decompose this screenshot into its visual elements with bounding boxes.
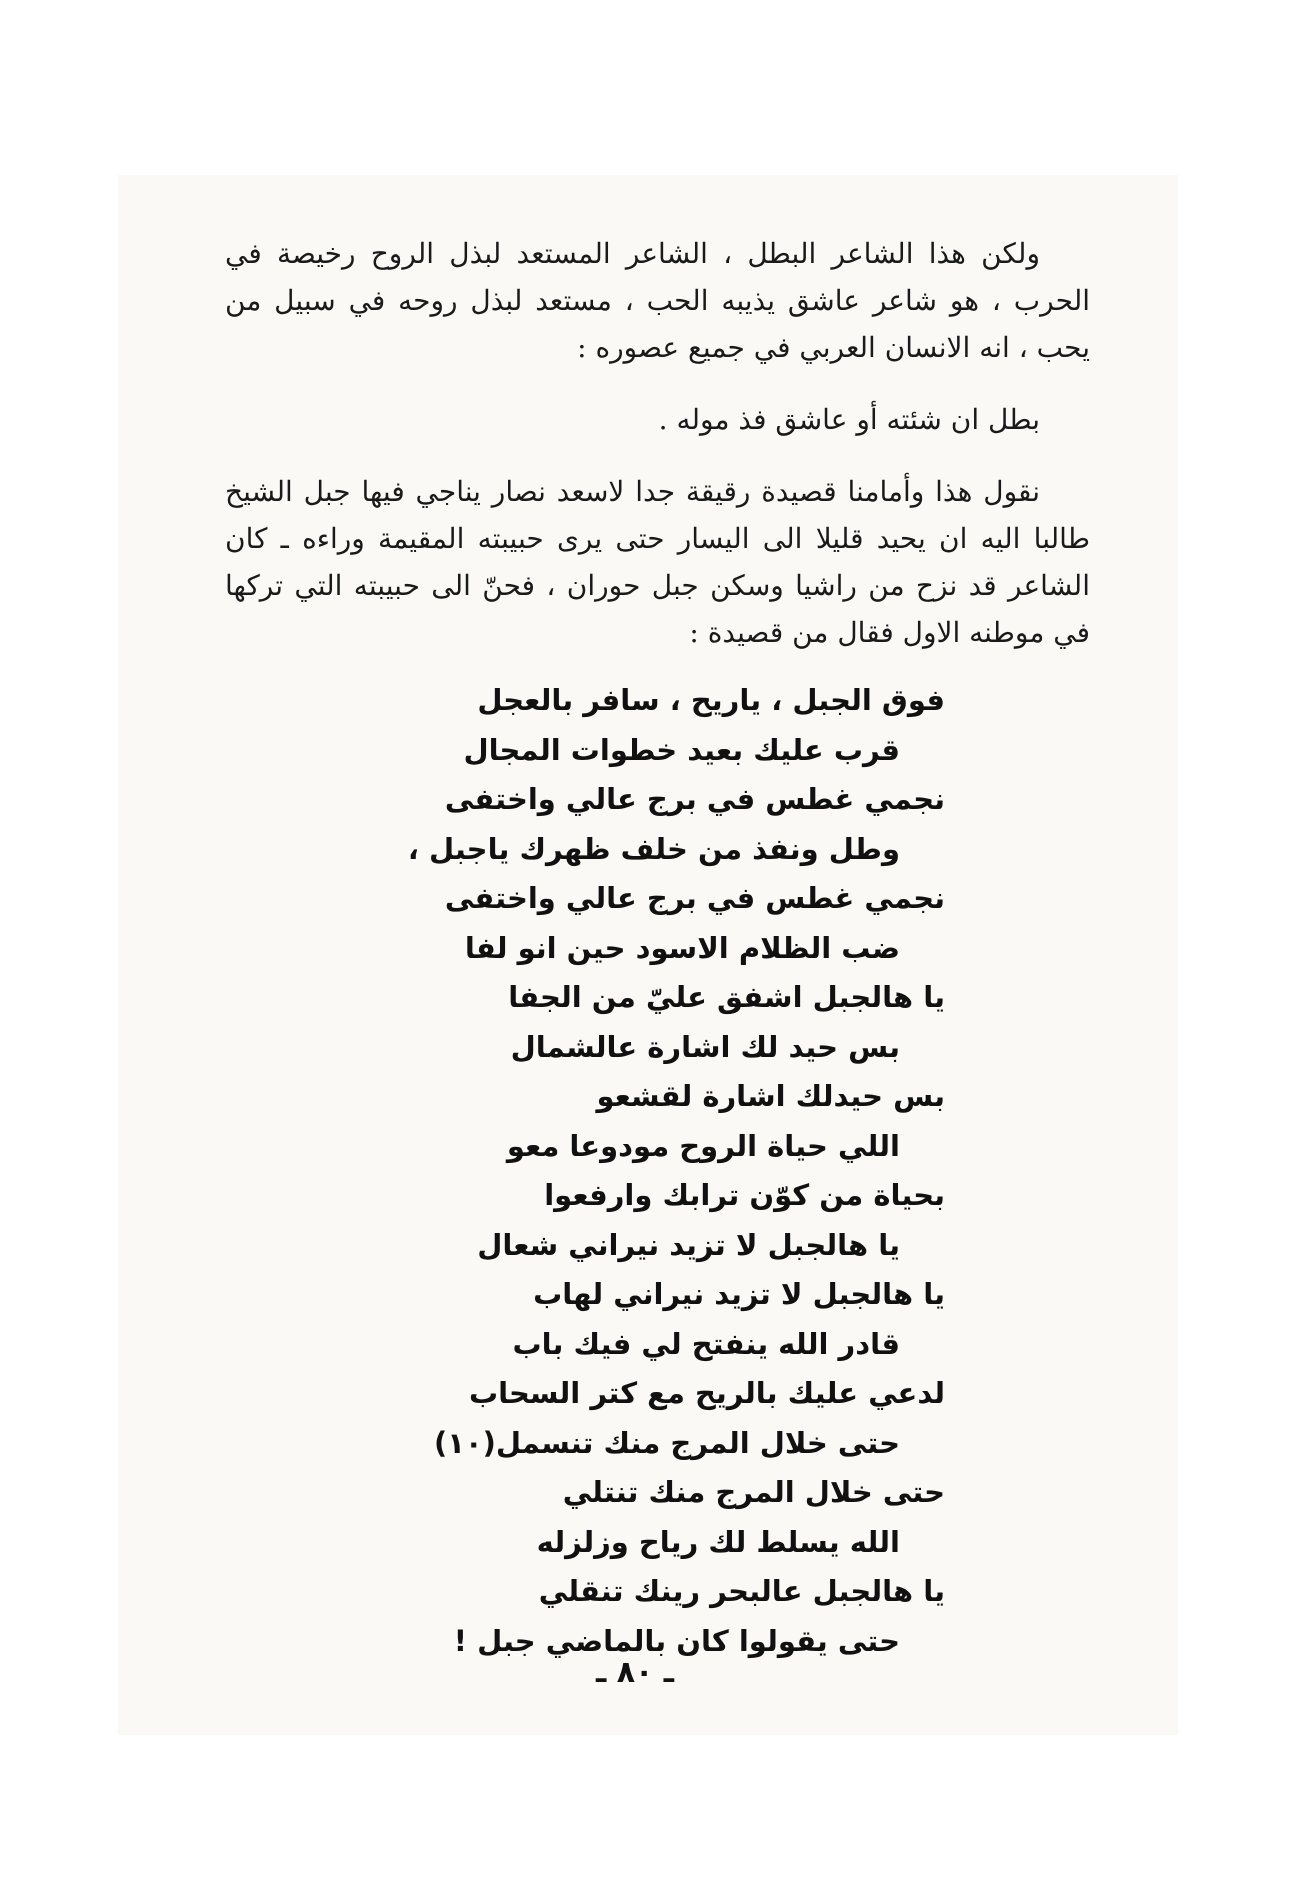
verse-line: وطل ونفذ من خلف ظهرك ياجبل ، [407,831,900,866]
poem-verses [355,676,945,1666]
verse-line: يا هالجبل عالبحر رينك تنقلي [538,1574,945,1608]
verse-line: نجمي غطس في برج عالي واختفى [444,782,945,816]
paragraph-text: بطل ان شئته أو عاشق فذ موله . [658,403,1040,436]
verse-line: فوق الجبل ، ياريح ، سافر بالعجل [477,683,945,717]
page-number: ـ ٨٠ ـ [595,1655,675,1690]
paragraph-text: ولكن هذا الشاعر البطل ، الشاعر المستعد لبذل الروح رخيصة في الحرب ، هو شاعر عاشق يذيبه الحب ، مستعد لبذل روحه في سبيل من يحب ، انه الانسان العربي في جميع عصوره : [225,237,1090,364]
verse-line: يا هالجبل لا تزيد نيراني شعال [477,1227,900,1262]
paragraph-text: نقول هذا وأمامنا قصيدة رقيقة جدا لاسعد نصار يناجي فيها جبل الشيخ طالبا اليه ان يحيد قليلا الى اليسار حتى يرى حبيبته المقيمة وراءه ـ كان الشاعر قد نزح من راشيا وسكن جبل حوران ، فحنّ الى حبيبته التي تركها في موطنه الاول فقال من قصيدة : [225,475,1090,649]
verse-line: اللي حياة الروح مودوعا معو [506,1128,900,1163]
verse-line: بحياة من كوّن ترابك وارفعوا [544,1178,945,1212]
verse-line: قادر الله ينفتح لي فيك باب [512,1326,900,1361]
verse-line: بس حيد لك اشارة عالشمال [510,1029,900,1064]
verse-line: الله يسلط لك رياح وزلزله [536,1524,900,1559]
verse-line: نجمي غطس في برج عالي واختفى [444,881,945,915]
paragraph-intro [225,230,1090,371]
verse-line: لدعي عليك بالريح مع كتر السحاب [468,1376,945,1410]
verse-line: حتى يقولوا كان بالماضي جبل ! [453,1623,900,1658]
paragraph-context [225,468,1090,656]
verse-line: حتى خلال المرج منك تنسمل(١٠) [433,1425,900,1460]
verse-line: حتى خلال المرج منك تنتلي [562,1475,945,1509]
paragraph-quote-line [225,396,1090,443]
verse-line: ضب الظلام الاسود حين انو لفا [464,930,900,965]
verse-line: يا هالجبل اشفق عليّ من الجفا [508,980,945,1014]
verse-line: يا هالجبل لا تزيد نيراني لهاب [533,1277,945,1311]
verse-line: بس حيدلك اشارة لقشعو [596,1079,945,1113]
verse-line: قرب عليك بعيد خطوات المجال [463,732,900,767]
